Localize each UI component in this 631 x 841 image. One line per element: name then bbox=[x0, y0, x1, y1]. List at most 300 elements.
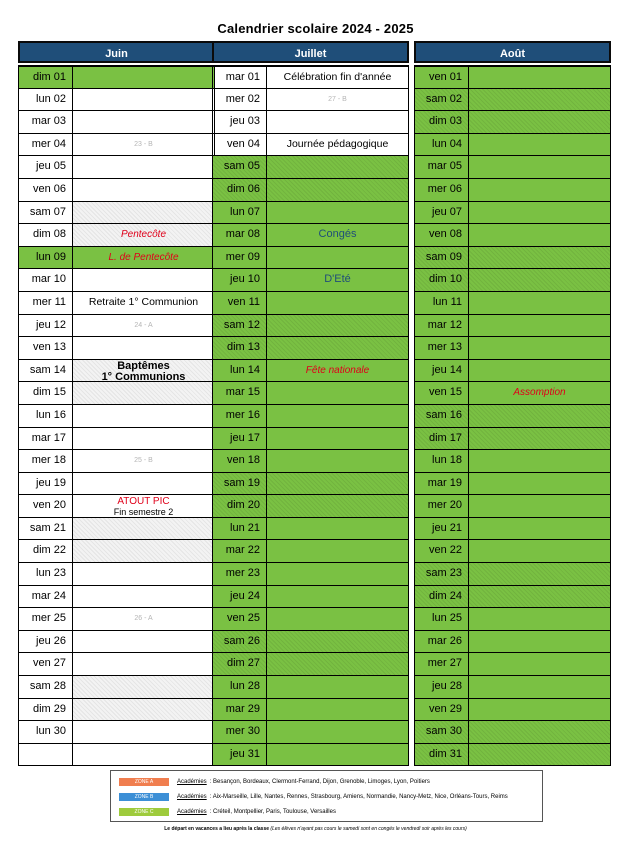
day-row bbox=[213, 88, 408, 111]
day-row bbox=[213, 607, 408, 630]
day-note bbox=[469, 202, 610, 224]
day-row bbox=[415, 449, 610, 472]
day-note: Retraite 1° Communion bbox=[88, 295, 199, 308]
day-row bbox=[213, 178, 408, 201]
day-label: dim 27 bbox=[213, 653, 267, 675]
day-row bbox=[415, 110, 610, 133]
day-row bbox=[415, 314, 610, 337]
day-row bbox=[19, 517, 214, 540]
day-label: mar 01 bbox=[213, 67, 267, 88]
day-note bbox=[267, 699, 408, 721]
day-row bbox=[415, 472, 610, 495]
day-label: dim 22 bbox=[19, 540, 73, 562]
day-row bbox=[415, 517, 610, 540]
day-note bbox=[267, 111, 408, 133]
day-row bbox=[415, 223, 610, 246]
day-label: lun 23 bbox=[19, 563, 73, 585]
day-label: jeu 21 bbox=[415, 518, 469, 540]
day-note: 25 - B bbox=[134, 457, 153, 465]
day-label: mar 26 bbox=[415, 631, 469, 653]
day-label: ven 20 bbox=[19, 495, 73, 517]
day-label: ven 01 bbox=[415, 67, 469, 88]
day-row bbox=[19, 720, 214, 743]
day-label: sam 23 bbox=[415, 563, 469, 585]
day-row bbox=[213, 381, 408, 404]
day-label: jeu 19 bbox=[19, 473, 73, 495]
day-note bbox=[469, 631, 610, 653]
day-label: dim 15 bbox=[19, 382, 73, 404]
day-label: sam 09 bbox=[415, 247, 469, 269]
day-row bbox=[213, 652, 408, 675]
day-label: mer 27 bbox=[415, 653, 469, 675]
day-note bbox=[469, 586, 610, 608]
day-row bbox=[213, 404, 408, 427]
day-note bbox=[267, 382, 408, 404]
day-label: sam 07 bbox=[19, 202, 73, 224]
day-row bbox=[19, 336, 214, 359]
day-note bbox=[267, 405, 408, 427]
day-note bbox=[73, 653, 214, 675]
day-label: ven 25 bbox=[213, 608, 267, 630]
day-row bbox=[19, 178, 214, 201]
day-note bbox=[73, 563, 214, 585]
day-note bbox=[73, 586, 214, 608]
day-note bbox=[73, 269, 214, 291]
page-title: Calendrier scolaire 2024 - 2025 bbox=[217, 21, 414, 36]
day-row bbox=[19, 268, 214, 291]
day-label: ven 18 bbox=[213, 450, 267, 472]
day-row bbox=[213, 336, 408, 359]
day-note bbox=[73, 744, 214, 766]
day-label: dim 24 bbox=[415, 586, 469, 608]
day-label: dim 08 bbox=[19, 224, 73, 246]
day-note bbox=[469, 428, 610, 450]
day-note: 24 - A bbox=[134, 321, 153, 329]
day-note bbox=[73, 360, 214, 382]
legend-row bbox=[119, 777, 430, 786]
academies-label: Académies bbox=[177, 808, 207, 815]
day-label: lun 25 bbox=[415, 608, 469, 630]
day-label: jeu 17 bbox=[213, 428, 267, 450]
day-note bbox=[73, 473, 214, 495]
day-label: sam 12 bbox=[213, 315, 267, 337]
day-row bbox=[213, 359, 408, 382]
day-note bbox=[469, 540, 610, 562]
day-label: mar 29 bbox=[213, 699, 267, 721]
zone-badge: ZONE B bbox=[119, 793, 169, 801]
day-label: sam 28 bbox=[19, 676, 73, 698]
day-row bbox=[415, 720, 610, 743]
day-row bbox=[213, 155, 408, 178]
day-row bbox=[213, 585, 408, 608]
day-label: dim 06 bbox=[213, 179, 267, 201]
day-note bbox=[469, 450, 610, 472]
legend-row bbox=[119, 792, 508, 801]
day-label: ven 13 bbox=[19, 337, 73, 359]
day-note bbox=[73, 382, 214, 404]
day-label: mar 17 bbox=[19, 428, 73, 450]
day-label: mer 06 bbox=[415, 179, 469, 201]
day-note bbox=[267, 315, 408, 337]
day-label: mar 08 bbox=[213, 224, 267, 246]
day-label: sam 02 bbox=[415, 89, 469, 111]
day-row bbox=[19, 562, 214, 585]
day-label: ven 29 bbox=[415, 699, 469, 721]
day-note bbox=[267, 156, 408, 178]
day-row bbox=[213, 630, 408, 653]
day-label: lun 30 bbox=[19, 721, 73, 743]
day-note bbox=[73, 428, 214, 450]
day-row bbox=[213, 268, 408, 291]
day-label: ven 11 bbox=[213, 292, 267, 314]
day-label: jeu 07 bbox=[415, 202, 469, 224]
day-label: dim 20 bbox=[213, 495, 267, 517]
day-note bbox=[267, 473, 408, 495]
day-row bbox=[19, 110, 214, 133]
day-note: 23 - B bbox=[134, 140, 153, 148]
day-label: lun 18 bbox=[415, 450, 469, 472]
day-row bbox=[19, 539, 214, 562]
day-row bbox=[213, 539, 408, 562]
day-row bbox=[415, 178, 610, 201]
day-note bbox=[469, 315, 610, 337]
month-header: Juillet bbox=[212, 41, 409, 63]
day-row bbox=[19, 201, 214, 224]
day-note bbox=[267, 608, 408, 630]
day-note bbox=[73, 111, 214, 133]
day-row bbox=[19, 246, 214, 269]
day-note bbox=[267, 721, 408, 743]
day-row bbox=[19, 449, 214, 472]
day-label: ven 06 bbox=[19, 179, 73, 201]
day-note bbox=[73, 631, 214, 653]
day-label: mar 05 bbox=[415, 156, 469, 178]
day-note bbox=[73, 676, 214, 698]
day-label: dim 10 bbox=[415, 269, 469, 291]
day-label: mar 10 bbox=[19, 269, 73, 291]
day-note bbox=[267, 518, 408, 540]
day-row bbox=[213, 110, 408, 133]
day-label: sam 14 bbox=[19, 360, 73, 382]
day-row bbox=[213, 449, 408, 472]
day-note bbox=[469, 134, 610, 156]
day-label: lun 02 bbox=[19, 89, 73, 111]
note-line: Fin semestre 2 bbox=[113, 507, 174, 518]
day-row bbox=[213, 65, 408, 88]
footer-main: Le départ en vacances a lieu après la classe bbox=[164, 826, 270, 832]
day-row bbox=[415, 268, 610, 291]
day-note bbox=[73, 540, 214, 562]
day-label: ven 15 bbox=[415, 382, 469, 404]
zone-badge: ZONE C bbox=[119, 808, 169, 816]
day-note bbox=[469, 653, 610, 675]
day-row bbox=[19, 223, 214, 246]
day-row bbox=[415, 675, 610, 698]
day-row bbox=[19, 427, 214, 450]
day-note bbox=[469, 67, 610, 88]
day-note bbox=[469, 699, 610, 721]
day-row bbox=[415, 743, 610, 766]
day-note: Célébration fin d'année bbox=[283, 71, 392, 83]
day-note: D'Eté bbox=[267, 269, 408, 291]
day-note bbox=[469, 89, 610, 111]
day-row bbox=[213, 201, 408, 224]
day-note bbox=[469, 563, 610, 585]
day-row bbox=[213, 698, 408, 721]
day-row bbox=[213, 427, 408, 450]
day-note bbox=[469, 269, 610, 291]
day-label: mar 24 bbox=[19, 586, 73, 608]
month-header: Juin bbox=[18, 41, 215, 63]
day-row bbox=[19, 65, 214, 88]
day-note bbox=[267, 631, 408, 653]
day-label: jeu 28 bbox=[415, 676, 469, 698]
day-note bbox=[469, 247, 610, 269]
day-row bbox=[19, 607, 214, 630]
note-line: Baptêmes bbox=[117, 359, 170, 372]
day-label: mer 02 bbox=[213, 89, 267, 111]
day-row bbox=[19, 675, 214, 698]
note-line: 1° Communions bbox=[101, 370, 186, 383]
day-label: sam 26 bbox=[213, 631, 267, 653]
day-row bbox=[19, 630, 214, 653]
day-note bbox=[469, 744, 610, 766]
day-label: mer 16 bbox=[213, 405, 267, 427]
day-note: Congés bbox=[267, 224, 408, 246]
day-note: Assomption bbox=[469, 382, 610, 404]
day-note: 26 - A bbox=[134, 615, 153, 623]
day-row bbox=[415, 291, 610, 314]
day-note bbox=[73, 89, 214, 111]
day-label: mar 19 bbox=[415, 473, 469, 495]
day-label: mar 12 bbox=[415, 315, 469, 337]
day-label: lun 28 bbox=[213, 676, 267, 698]
day-label: mar 15 bbox=[213, 382, 267, 404]
day-note bbox=[469, 721, 610, 743]
day-row bbox=[415, 359, 610, 382]
day-note: Pentecôte bbox=[73, 224, 214, 246]
day-label: jeu 05 bbox=[19, 156, 73, 178]
day-label: sam 21 bbox=[19, 518, 73, 540]
day-label: mer 25 bbox=[19, 608, 73, 630]
day-note bbox=[469, 111, 610, 133]
day-note bbox=[267, 202, 408, 224]
day-row bbox=[213, 223, 408, 246]
day-label: ven 08 bbox=[415, 224, 469, 246]
day-label: sam 30 bbox=[415, 721, 469, 743]
day-note bbox=[267, 540, 408, 562]
day-label: mer 04 bbox=[19, 134, 73, 156]
day-row bbox=[213, 291, 408, 314]
day-row bbox=[213, 743, 408, 766]
note-line: ATOUT PIC bbox=[117, 496, 170, 508]
day-row bbox=[415, 494, 610, 517]
day-label: mer 09 bbox=[213, 247, 267, 269]
academies-label: Académies bbox=[177, 793, 207, 800]
day-label: dim 13 bbox=[213, 337, 267, 359]
day-label: sam 05 bbox=[213, 156, 267, 178]
day-label: jeu 24 bbox=[213, 586, 267, 608]
zone-badge: ZONE A bbox=[119, 778, 169, 786]
day-label: jeu 26 bbox=[19, 631, 73, 653]
day-label: mer 23 bbox=[213, 563, 267, 585]
day-row bbox=[213, 720, 408, 743]
day-label: jeu 31 bbox=[213, 744, 267, 766]
day-label: sam 16 bbox=[415, 405, 469, 427]
month-header: Août bbox=[414, 41, 611, 63]
day-note bbox=[73, 202, 214, 224]
day-row bbox=[19, 494, 214, 517]
day-row bbox=[415, 381, 610, 404]
month-column-juin bbox=[18, 41, 215, 766]
day-label: jeu 03 bbox=[213, 111, 267, 133]
day-label: dim 03 bbox=[415, 111, 469, 133]
day-row bbox=[213, 675, 408, 698]
day-row bbox=[415, 65, 610, 88]
day-label: sam 19 bbox=[213, 473, 267, 495]
day-label: lun 09 bbox=[19, 247, 73, 269]
day-row bbox=[415, 585, 610, 608]
day-row bbox=[415, 562, 610, 585]
day-label: jeu 12 bbox=[19, 315, 73, 337]
day-note: Journée pédagogique bbox=[286, 137, 389, 150]
day-row bbox=[213, 517, 408, 540]
academies-list: : Aix-Marseille, Lille, Nantes, Rennes, Strasbourg, Amiens, Normandie, Nancy-Metz, Nice, Orléans-Tours, Reims bbox=[209, 793, 508, 800]
academies-list: : Créteil, Montpellier, Paris, Toulouse, Versailles bbox=[209, 808, 336, 815]
day-note bbox=[73, 156, 214, 178]
day-row bbox=[213, 562, 408, 585]
day-note bbox=[469, 495, 610, 517]
day-row bbox=[19, 359, 214, 382]
day-row bbox=[415, 404, 610, 427]
day-note bbox=[267, 292, 408, 314]
day-label: lun 16 bbox=[19, 405, 73, 427]
day-note bbox=[469, 518, 610, 540]
day-row bbox=[19, 585, 214, 608]
day-note bbox=[469, 608, 610, 630]
day-label: lun 14 bbox=[213, 360, 267, 382]
day-label bbox=[19, 744, 73, 766]
day-note bbox=[469, 337, 610, 359]
day-row bbox=[415, 698, 610, 721]
day-note bbox=[73, 405, 214, 427]
day-label: lun 21 bbox=[213, 518, 267, 540]
day-note bbox=[469, 405, 610, 427]
day-label: jeu 14 bbox=[415, 360, 469, 382]
day-note bbox=[469, 473, 610, 495]
day-label: dim 17 bbox=[415, 428, 469, 450]
day-note bbox=[267, 653, 408, 675]
legend-row bbox=[119, 807, 336, 816]
month-column-août bbox=[414, 41, 611, 766]
day-row bbox=[213, 472, 408, 495]
day-row bbox=[213, 494, 408, 517]
day-note bbox=[469, 360, 610, 382]
day-note bbox=[73, 518, 214, 540]
day-row bbox=[415, 133, 610, 156]
academies-label: Académies bbox=[177, 778, 207, 785]
day-row bbox=[19, 291, 214, 314]
day-note bbox=[469, 292, 610, 314]
day-row bbox=[213, 314, 408, 337]
day-label: dim 01 bbox=[19, 67, 73, 88]
day-row bbox=[19, 381, 214, 404]
day-row bbox=[415, 155, 610, 178]
day-row bbox=[415, 201, 610, 224]
day-row bbox=[19, 472, 214, 495]
day-label: ven 27 bbox=[19, 653, 73, 675]
day-row bbox=[19, 698, 214, 721]
day-row bbox=[19, 133, 214, 156]
day-note bbox=[267, 179, 408, 201]
day-row bbox=[415, 652, 610, 675]
day-row bbox=[415, 88, 610, 111]
day-row bbox=[19, 88, 214, 111]
day-row bbox=[415, 427, 610, 450]
day-label: lun 11 bbox=[415, 292, 469, 314]
day-note bbox=[73, 721, 214, 743]
day-row bbox=[415, 607, 610, 630]
day-note bbox=[469, 224, 610, 246]
day-note bbox=[469, 676, 610, 698]
day-note bbox=[267, 676, 408, 698]
day-note bbox=[73, 179, 214, 201]
day-label: dim 31 bbox=[415, 744, 469, 766]
day-label: mer 11 bbox=[19, 292, 73, 314]
day-note bbox=[267, 563, 408, 585]
day-note bbox=[267, 495, 408, 517]
day-row bbox=[213, 246, 408, 269]
day-row bbox=[19, 652, 214, 675]
day-label: mar 22 bbox=[213, 540, 267, 562]
day-note: L. de Pentecôte bbox=[73, 247, 214, 269]
zone-legend bbox=[110, 770, 543, 822]
day-note bbox=[267, 586, 408, 608]
day-row bbox=[415, 539, 610, 562]
day-note bbox=[73, 495, 214, 517]
footer-note bbox=[0, 826, 631, 832]
day-row bbox=[19, 155, 214, 178]
day-note bbox=[469, 179, 610, 201]
day-note bbox=[267, 428, 408, 450]
day-note bbox=[267, 337, 408, 359]
day-label: dim 29 bbox=[19, 699, 73, 721]
day-label: mer 18 bbox=[19, 450, 73, 472]
footer-detail: (Les élèves n'ayant pas cours le samedi sont en congés le vendredi soir après les cours) bbox=[270, 826, 467, 832]
day-row bbox=[19, 743, 214, 766]
day-label: jeu 10 bbox=[213, 269, 267, 291]
day-note bbox=[73, 699, 214, 721]
day-note: Fête nationale bbox=[267, 360, 408, 382]
day-note bbox=[267, 450, 408, 472]
day-note bbox=[73, 337, 214, 359]
day-label: mer 13 bbox=[415, 337, 469, 359]
day-row bbox=[415, 630, 610, 653]
day-row bbox=[213, 133, 408, 156]
day-label: mar 03 bbox=[19, 111, 73, 133]
day-note bbox=[469, 156, 610, 178]
day-label: mer 20 bbox=[415, 495, 469, 517]
day-row bbox=[19, 404, 214, 427]
month-column-juillet bbox=[212, 41, 409, 766]
day-label: mer 30 bbox=[213, 721, 267, 743]
day-note bbox=[267, 744, 408, 766]
academies-list: : Besançon, Bordeaux, Clermont-Ferrand, Dijon, Grenoble, Limoges, Lyon, Poitiers bbox=[209, 778, 430, 785]
day-label: ven 22 bbox=[415, 540, 469, 562]
day-note bbox=[267, 247, 408, 269]
day-row bbox=[415, 336, 610, 359]
day-note: 27 - B bbox=[328, 95, 347, 103]
